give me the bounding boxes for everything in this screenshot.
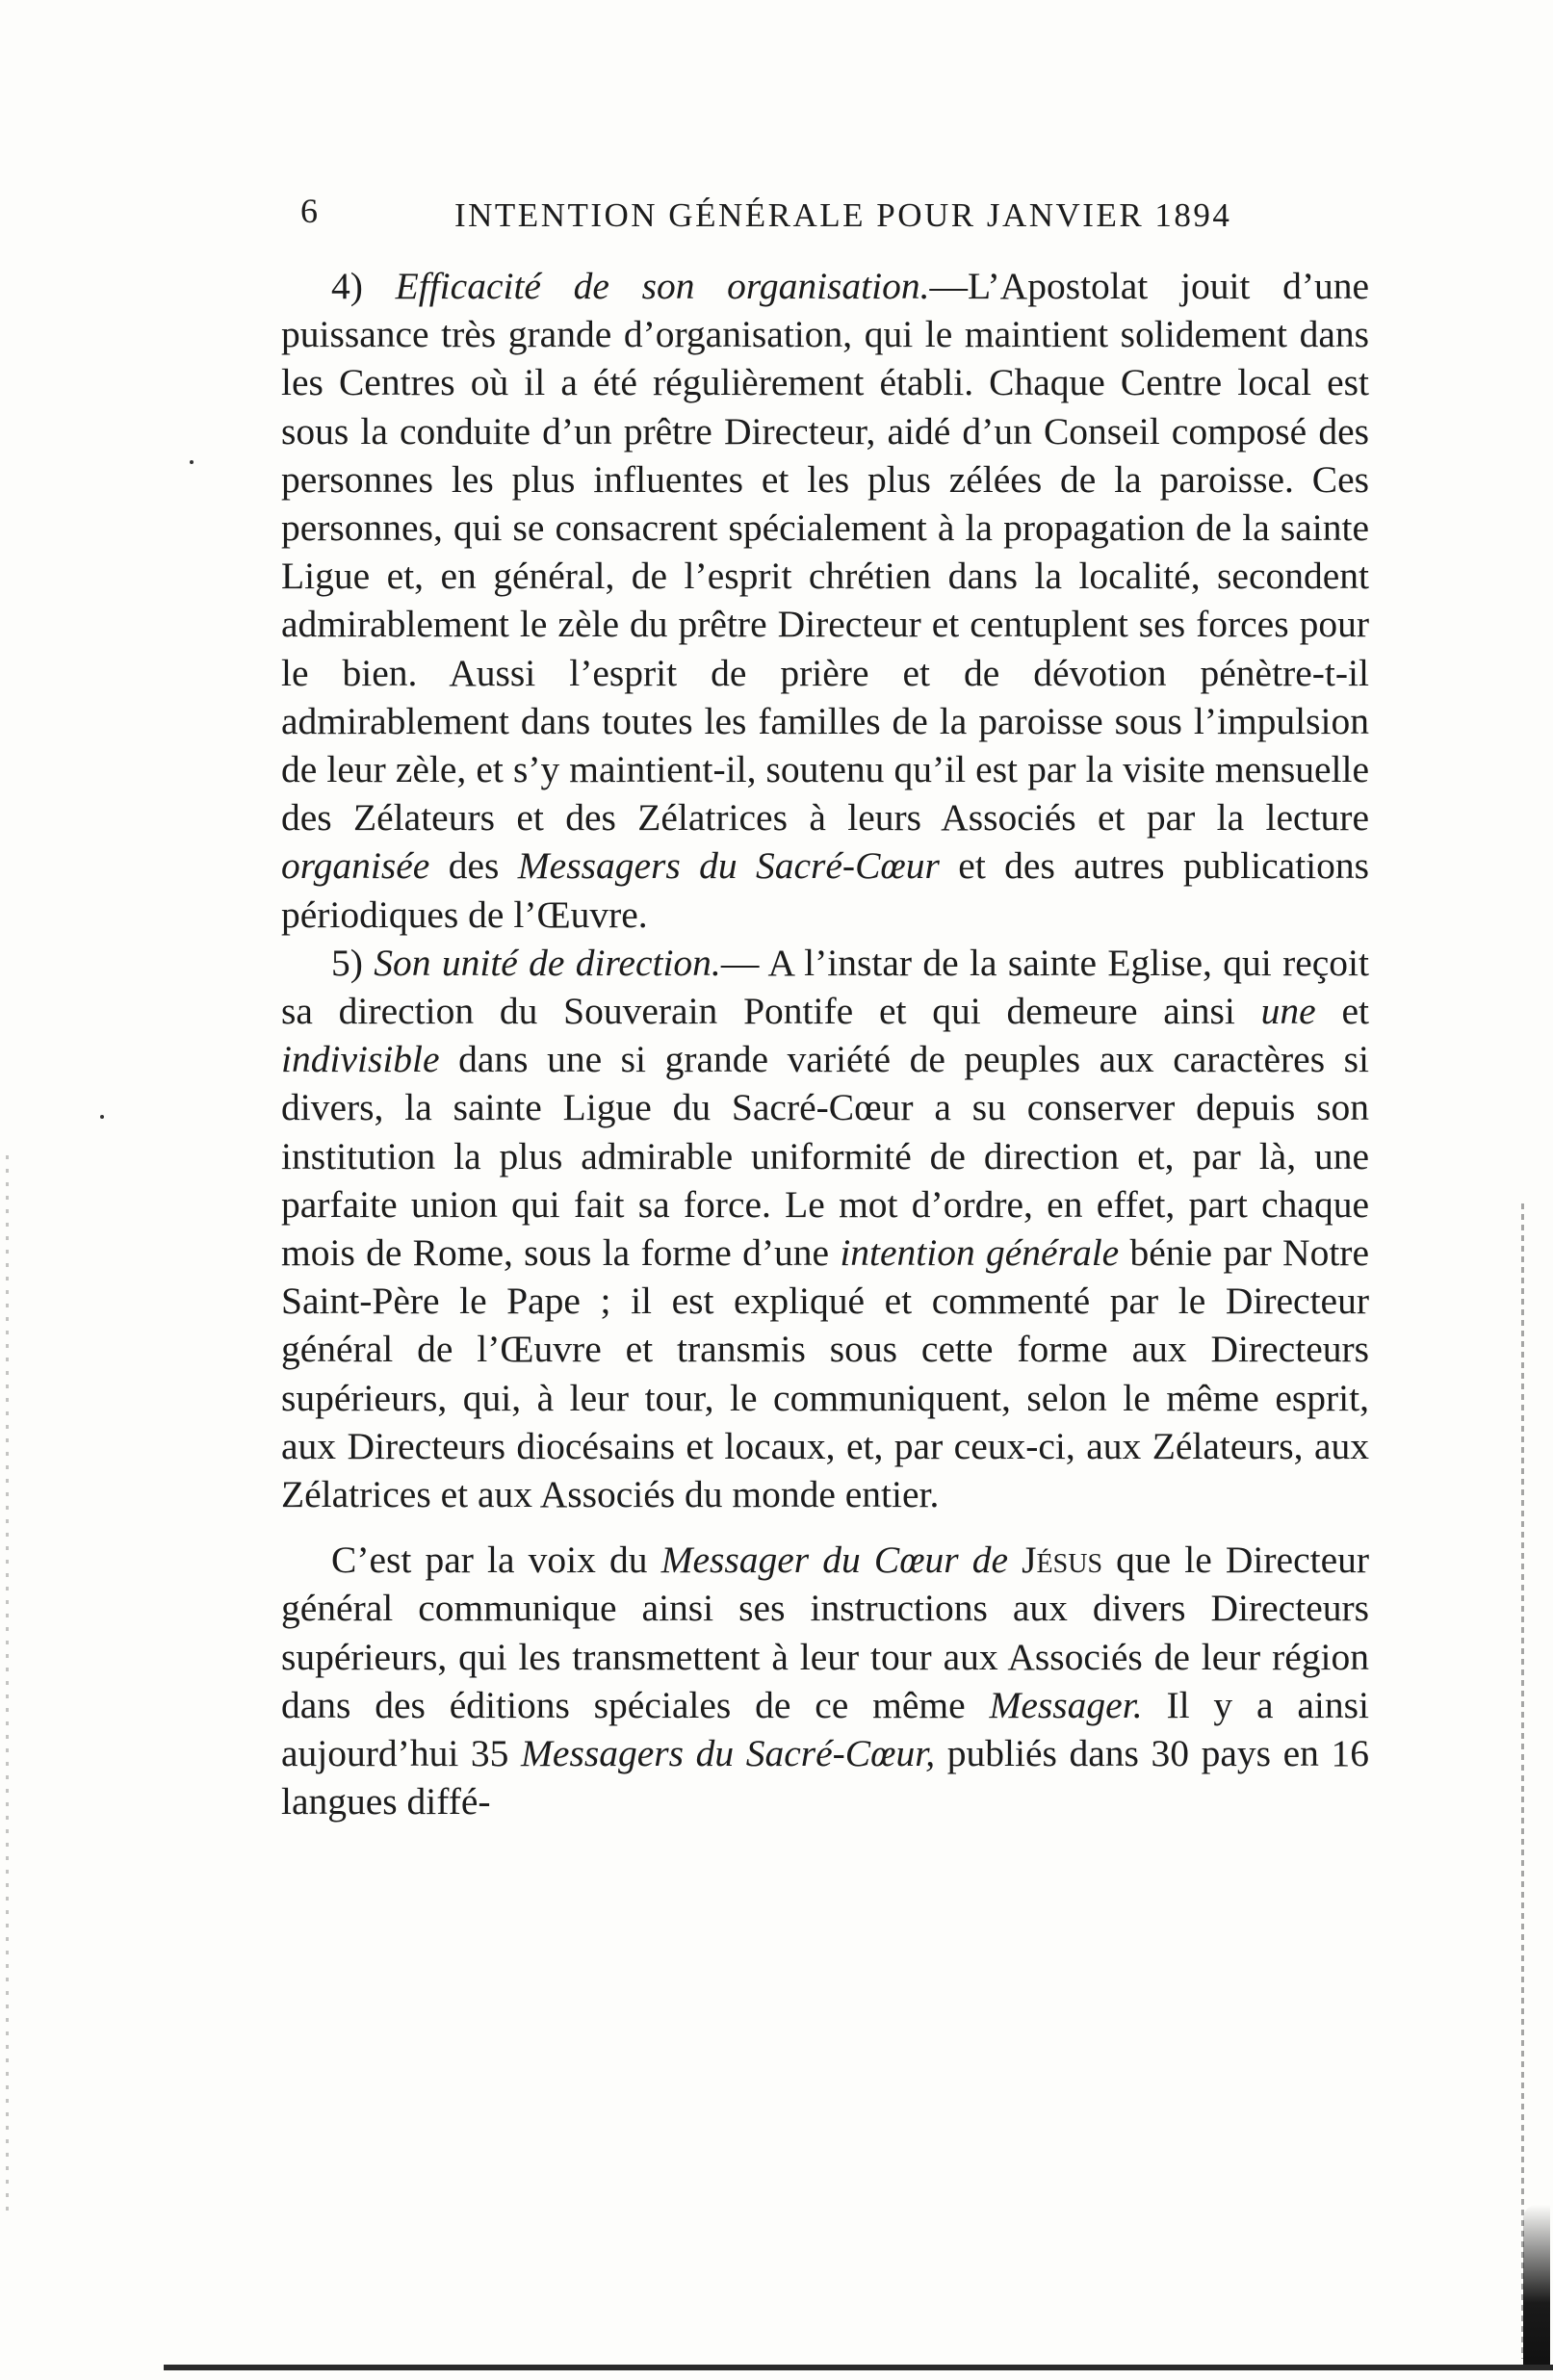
page-header [300,191,1340,248]
item-4-text: —L’Apostolat jouit d’une puissance très grande d’organisation, qui le maintient solidement dans les Centres où il a été régulièrement établi. Chaque Centre local est sous la conduite d’un prêtre Directeur, aidé d’un Conseil composé des personnes les plus influentes et les plus zélées de la paroisse. Ces personnes, qui se consacrent spécialement à la propagation de la sainte Ligue et, en général, de l’esprit chrétien dans la localité, secondent admirablement le zèle du prêtre Directeur et centuplent ses forces pour le bien. Aussi l’esprit de prière et de dévotion pénètre-t-il admirablement dans toutes les familles de la paroisse sous l’impulsion de leur zèle, et s’y maintient-il, soutenu qu’il est par la visite mensuelle des Zélateurs et des Zélatrices à leurs Associés et par la lecture [281,265,1370,840]
item-5-emphasis-intention: intention générale [840,1231,1120,1275]
item-4-text-mid: des [429,844,518,888]
body-text [281,262,1369,1826]
scan-speck [100,1115,104,1119]
item-4-emphasis: organisée [281,844,430,888]
paragraph-messager [281,1536,1369,1825]
item-4-publication-title: Messagers du Sacré-Cœur [517,844,940,888]
item-5-title: Son unité de direction. [374,941,721,984]
item-4-text-end: et des autres publications périodiques de l’Œuvre. [281,844,1370,936]
page-number: 6 [300,192,320,230]
scan-speck [190,460,194,464]
item-5-text-2: dans une si grande variété de peuples aux caractères si divers, la sainte Ligue du Sacré-Cœur a su conserver depuis son institution la plus admirable uniformité de direction et, par là, une parfaite union qui fait sa force. Le mot d’ordre, en effet, part chaque mois de Rome, sous la forme d’une [281,1038,1369,1275]
item-4-title: Efficacité de son organisation. [395,265,930,307]
p3-small-caps: Jésus [1008,1539,1103,1582]
p3-messager: Messager. [989,1683,1143,1726]
item-5-number: 5) [331,941,375,984]
paragraph-item-5 [281,939,1369,1518]
item-5-emphasis-indivisible: indivisible [281,1038,440,1081]
p3-text-2: que le Directeur général communique ainsi ses instructions aux divers Directeurs supérieurs, qui les transmettent à leur tour aux Associés de leur région dans des éditions spéciales de ce même [281,1539,1370,1726]
item-5-text: — A l’instar de la sainte Eglise, qui reçoit sa direction du Souverain Pontife et qui demeure ainsi [281,941,1370,1033]
p3-publication-title: Messager du Cœur de [660,1539,1009,1582]
running-head: INTENTION GÉNÉRALE POUR JANVIER 1894 [454,196,1232,234]
item-5-emphasis-une: une [1260,990,1316,1033]
p3-text-1: C’est par la voix du [331,1539,661,1582]
scan-corner-shadow [1523,2205,1550,2368]
item-5-text-3: bénie par Notre Saint-Père le Pape ; il est expliqué et commenté par le Directeur général de l’Œuvre et transmis sous cette forme aux Directeurs supérieurs, qui, à leur tour, le communiquent, selon le même esprit, aux Directeurs diocésains et locaux, et, par ceux-ci, aux Zélateurs, aux Zélatrices et aux Associés du monde entier. [281,1231,1369,1516]
p3-messagers: Messagers du Sacré-Cœur, [521,1732,936,1775]
p3-text-3: Il y a ainsi aujourd’hui 35 [281,1683,1369,1775]
item-4-number: 4) [331,265,396,307]
item-5-conjunction: et [1315,990,1369,1033]
paragraph-item-4 [281,262,1369,939]
scan-right-edge [1521,1203,1524,2359]
scan-bottom-edge [164,2365,1553,2370]
p3-text-4: publiés dans 30 pays en 16 langues diffé- [281,1732,1370,1824]
scan-left-edge [6,1155,9,2214]
